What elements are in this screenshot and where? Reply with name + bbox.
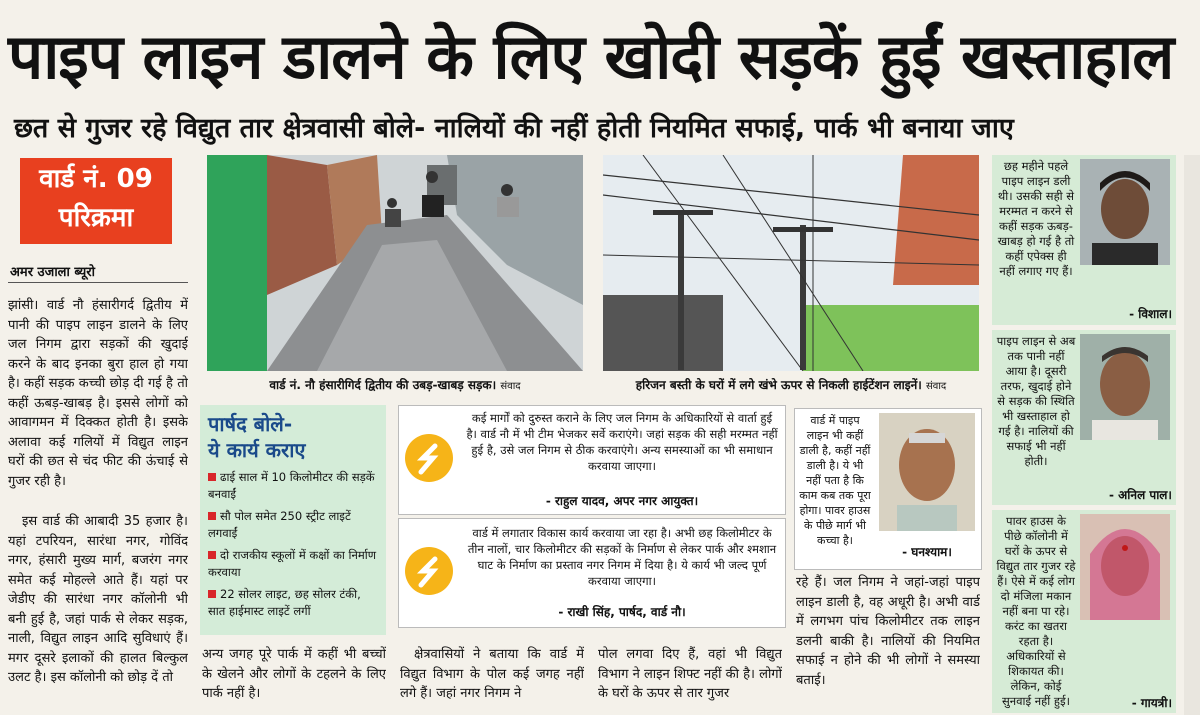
side1-signature: - विशाल। bbox=[1129, 307, 1172, 321]
ward-label: परिक्रमा bbox=[58, 203, 134, 233]
vishal-portrait bbox=[1080, 159, 1170, 265]
ward-badge bbox=[20, 158, 172, 244]
quote-box-2 bbox=[398, 518, 786, 628]
ward-number: वार्ड नं. 09 bbox=[39, 164, 153, 194]
ghanshyam-signature: - घनश्याम। bbox=[902, 545, 952, 559]
side2-text: पाइप लाइन से अब तक पानी नहीं आया है। दूसरी तरफ, खुदाई होने से सड़क की स्थिति भी खस्ताहाल हो गई है। नालियों की सफाई भी नहीं होती। bbox=[996, 334, 1076, 468]
ghanshyam-box bbox=[794, 408, 982, 570]
intro-paragraph-2: इस वार्ड की आबादी 35 हजार है। यहां टपरियन, सारंधा नगर, गोविंद नगर, हंसारी मुख्य मार्ग, बजरंग नगर समेत कई मोहल्ले आते हैं। यहां पर जेडीए की सारंधा नगर कॉलोनी भी बनी हुई है, जहां पार्क से लेकर सड़क, नाली, विद्युत लाइन आदि सुविधाएं हैं। मगर दूसरे इलाकों की हालत बिल्कुल उलट है। इस कॉलोनी को छोड़ दें तो bbox=[8, 514, 188, 685]
photo1-caption bbox=[207, 376, 583, 393]
side-quote-2 bbox=[992, 330, 1176, 505]
photo1-caption-text: वार्ड नं. नौ हंसारीगिर्द द्वितीय की उबड़-खाबड़ सड़क। bbox=[269, 378, 497, 392]
bottom-column-4: रहे हैं। जल निगम ने जहां-जहां पाइप लाइन डाली है, वह अधूरी है। अभी वार्ड में लगभग पांच किलोमीटर तक लाइन डलनी बाकी है। नालियों की नियमित सफाई न होने की भी लोगों ने समस्या बताई। bbox=[796, 575, 980, 688]
photo2-caption bbox=[603, 376, 979, 393]
parshad-item: दो राजकीय स्कूलों में कक्षों का निर्माण करवाया bbox=[208, 548, 377, 579]
photo2-credit: संवाद bbox=[926, 381, 947, 392]
gayatri-portrait bbox=[1080, 514, 1170, 620]
parshad-item: ढाई साल में 10 किलोमीटर की सड़कें बनवाईं bbox=[208, 470, 375, 501]
photo2-caption-text: हरिजन बस्ती के घरों में लगे खंभे ऊपर से निकली हाईटेंशन लाइनें। bbox=[635, 378, 922, 392]
powerline-photo bbox=[603, 155, 979, 371]
bottom-column-2: क्षेत्रवासियों ने बताया कि वार्ड में विद्युत विभाग के पोल कई जगह नहीं लगे हैं। जहां नगर निगम ने bbox=[400, 647, 584, 701]
ghanshyam-portrait bbox=[879, 413, 975, 531]
quote2-text: वार्ड में लगातार विकास कार्य करवाया जा रहा है। अभी छह किलोमीटर के तीन नालों, चार किलोमीटर की सड़कों के निर्माण से लेकर पार्क और श्मशान घाट के निर्माण का प्रस्ताव नगर निगम में दिया है। ये कार्य भी जल्द पूर्ण करवाया जाएगा। bbox=[467, 526, 777, 588]
bullet-icon bbox=[208, 512, 216, 520]
subheadline: छत से गुजर रहे विद्युत तार क्षेत्रवासी बोले- नालियों की नहीं होती नियमित सफाई, पार्क भी बनाया जाए bbox=[14, 113, 1014, 144]
bottom-column-1: अन्य जगह पूरे पार्क में कहीं भी बच्चों के खेलने और लोगों के टहलने के लिए पार्क नहीं है। bbox=[202, 647, 386, 701]
bullet-icon bbox=[208, 551, 216, 559]
side-quote-1 bbox=[992, 155, 1176, 325]
amar-ujala-logo-icon bbox=[405, 434, 453, 482]
parshad-box bbox=[200, 405, 386, 635]
parshad-title bbox=[200, 405, 386, 463]
side-quote-3 bbox=[992, 510, 1176, 713]
bullet-icon bbox=[208, 473, 216, 481]
amar-ujala-logo-icon bbox=[405, 547, 453, 595]
side3-text: पावर हाउस के पीछे कॉलोनी में घरों के ऊपर से विद्युत तार गुजर रहे हैं। ऐसे में कई लोग दो मंजिला मकान नहीं बना पा रहे। करंट का खतरा रहता है। अधिकारियों से शिकायत की। लेकिन, कोई सुनवाई नहीं हुई। bbox=[996, 514, 1076, 708]
byline: अमर उजाला ब्यूरो bbox=[10, 265, 95, 280]
headline: पाइप लाइन डालने के लिए खोदी सड़कें हुईं खस्ताहाल bbox=[8, 20, 1174, 93]
parshad-title-line1: पार्षद बोले- bbox=[208, 412, 293, 436]
ghanshyam-text: वार्ड में पाइप लाइन भी कहीं डाली है, कहीं नहीं डाली है। ये भी नहीं पता है कि काम कब तक पूरा होगा। पावर हाउस के पीछे मार्ग भी कच्चा है। bbox=[799, 414, 871, 547]
quote1-signature: - राहुल यादव, अपर नगर आयुक्त। bbox=[545, 494, 699, 508]
quote1-text: कई मार्गों को दुरुस्त कराने के लिए जल निगम के अधिकारियों से वार्ता हुई है। वार्ड नौ में भी टीम भेजकर सर्वे कराएंगे। जहां सड़क की सही मरम्मत नहीं हुई है, उसे जल निगम से ठीक करवाएंगे। अन्य समस्याओं का भी समाधान करवाया जाएगा। bbox=[466, 411, 778, 473]
parshad-item: 22 सोलर लाइट, छह सोलर टंकी, सात हाईमास्ट लाइटें लगीं bbox=[208, 587, 361, 618]
anil-portrait bbox=[1080, 334, 1170, 440]
side2-signature: - अनिल पाल। bbox=[1108, 488, 1172, 502]
bottom-column-3: पोल लगवा दिए हैं, वहां भी विद्युत विभाग ने लाइन शिफ्ट नहीं की है। लोगों के घरों के ऊपर से तार गुजर bbox=[598, 647, 782, 701]
parshad-item: सौ पोल समेत 250 स्ट्रीट लाइटें लगवाईं bbox=[208, 509, 351, 540]
parshad-title-line2: ये कार्य कराए bbox=[208, 438, 306, 462]
side1-text: छह महीने पहले पाइप लाइन डली थी। उसकी सही से मरम्मत न करने से कहीं सड़क ऊबड़-खाबड़ हो गई है तो कहीं एपेक्स ही नहीं लगाए गए हैं। bbox=[997, 159, 1075, 278]
photo1-credit: संवाद bbox=[500, 381, 521, 392]
divider bbox=[8, 282, 188, 283]
road-photo bbox=[207, 155, 583, 371]
bullet-icon bbox=[208, 590, 216, 598]
side3-signature: - गायत्री। bbox=[1131, 696, 1172, 710]
parshad-list bbox=[200, 463, 386, 626]
adjacent-column-edge bbox=[1184, 155, 1200, 715]
quote2-signature: - राखी सिंह, पार्षद, वार्ड नौ। bbox=[558, 605, 686, 619]
quote-box-1 bbox=[398, 405, 786, 515]
intro-paragraph-1: झांसी। वार्ड नौ हंसारीगर्द द्वितीय में पानी की पाइप लाइन डालने के लिए जल निगम द्वारा सड़कों की खुदाई करने के बाद इनका बुरा हाल हो गया है। कहीं सड़क कच्ची छोड़ दी गई है तो कहीं ऊबड़-खाबड़ है। इससे लोगों को आवागमन में दिक्कत होती है। इसके अलावा कई गलियों में विद्युत लाइन घरों की छत से चंद फीट की ऊंचाई से गुजर रही है। bbox=[8, 298, 188, 489]
